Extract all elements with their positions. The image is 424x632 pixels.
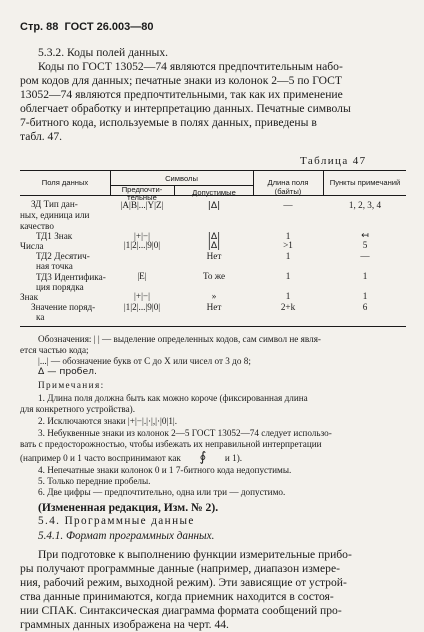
row-preferred: |1|2|...|9|0| <box>123 240 161 250</box>
slashed-zero-symbol: ∮ <box>199 450 207 465</box>
section-title: 5.3.2. Коды полей данных. <box>38 46 169 59</box>
section-line-6: табл. 47. <box>20 130 63 143</box>
legend-line-1: Обозначения: | | — выделение определенных кодов, сам символ не явля- <box>38 334 321 344</box>
row-preferred: |+|−| <box>134 231 150 241</box>
section-5-4-title: 5.4. Программные данные <box>38 515 195 527</box>
row-name: ных, единица или <box>20 210 90 220</box>
final-line-4: ства данные принимаются, когда приемник находится в состоя- <box>20 590 334 603</box>
row-name: ТД2 Десятич- <box>36 251 90 261</box>
final-line-6: граммных данных изображена на черт. 44. <box>20 618 229 631</box>
row-allowed: |Δ| <box>207 231 221 242</box>
col-header-symbols: Символы <box>165 174 198 183</box>
section-5-4-1-title: 5.4.1. Формат программных данных. <box>38 530 215 542</box>
row-name: ТД1 Знак <box>36 231 73 241</box>
legend-line-2: ется частью кода; <box>20 345 89 355</box>
legend-line-3: |...| — обозначение букв от С до Х или чисел от 3 до 8; <box>38 356 251 366</box>
note-1b: для конкретного устройства). <box>20 404 136 414</box>
amendment-note: (Измененная редакция, Изм. № 2). <box>38 501 219 514</box>
row-name: Знак <box>20 292 39 302</box>
section-line-1: Коды по ГОСТ 13052—74 являются предпочтительным набо- <box>38 60 343 73</box>
final-line-2: ры получают программные данные (например, диапазон измере- <box>20 562 340 575</box>
col-header-preferred: Предпочти-тельные <box>121 185 163 202</box>
notes-title: Примечания: <box>38 380 105 390</box>
row-notes: 5 <box>362 240 368 250</box>
row-preferred: |E| <box>137 271 147 281</box>
table-bottom-rule <box>20 326 406 327</box>
row-name: ка <box>36 312 45 322</box>
page-number: Стр. 88 <box>20 21 59 33</box>
row-name: ная точка <box>36 261 73 271</box>
row-name: ТД3 Идентифика- <box>36 272 106 282</box>
section-line-4: облегчает обработку и интерпретацию данных. Печатные символы <box>20 102 351 115</box>
row-notes: 1 <box>362 271 368 281</box>
col-header-notes: Пункты примечаний <box>329 178 401 187</box>
col-divider-2 <box>174 185 175 195</box>
note-3c-end: и 1). <box>224 453 243 463</box>
section-line-5: 7-битного кода, используемые в полях данных, приведены в <box>20 116 317 129</box>
row-name: ция порядка <box>36 282 84 292</box>
row-notes: ↤ <box>361 230 369 241</box>
note-2: 2. Исключаются знаки |+|−|.|·|,|·|0|1|. <box>38 416 178 426</box>
note-3c-text: (например 0 и 1 часто воспринимают как <box>20 453 181 463</box>
col-header-field: Поля данных <box>41 178 89 187</box>
standard-code: ГОСТ 26.003—80 <box>64 21 154 33</box>
row-length: — <box>283 200 293 210</box>
row-preferred: |+|−| <box>134 291 150 301</box>
page-header <box>20 21 154 33</box>
legend-line-4: Δ — пробел. <box>38 366 97 377</box>
table-caption: Таблица 47 <box>300 155 367 167</box>
note-4: 4. Непечатные знаки колонок 0 и 1 7-битного кода недопустимы. <box>38 465 292 475</box>
row-allowed: Нет <box>206 302 222 312</box>
row-allowed: То же <box>202 271 226 281</box>
row-allowed: » <box>211 291 217 301</box>
final-line-3: ния, рабочий режим, выходной режим). Эти зависящие от устрой- <box>20 576 347 589</box>
row-length: 2+k <box>280 302 296 312</box>
row-length: 1 <box>285 271 291 281</box>
row-allowed: Нет <box>206 251 222 261</box>
col-divider-4 <box>323 170 324 195</box>
section-line-2: ром кодов для данных; печатные знаки из колонок 2—5 по ГОСТ <box>20 74 342 87</box>
row-name: ЗД Тип дан- <box>31 199 78 209</box>
col-header-length: Длина поля (байты) <box>267 178 309 196</box>
note-5: 5. Только передние пробелы. <box>38 476 151 486</box>
row-allowed: |Δ| <box>207 240 221 251</box>
row-name: Числа <box>20 241 44 251</box>
row-preferred: |1|2|...|9|0| <box>123 302 161 312</box>
note-1a: 1. Длина поля должна быть как можно короче (фиксированная длина <box>38 393 308 403</box>
table-top-rule <box>20 170 406 171</box>
row-length: 1 <box>285 291 291 301</box>
note-6: 6. Две цифры — предпочтительно, одна или три — допустимо. <box>38 487 286 497</box>
row-length: 1 <box>285 231 291 241</box>
row-preferred: |A|B|...|Y|Z| <box>120 200 164 210</box>
note-3c <box>20 450 242 465</box>
row-name: качество <box>20 221 54 231</box>
final-line-1: При подготовке к выполнению функции измерительные прибо- <box>38 548 352 561</box>
row-notes: 1 <box>362 291 368 301</box>
row-name: Значение поряд- <box>31 302 96 312</box>
section-line-3: 13052—74 являются предпочтительными, так как их применение <box>20 88 343 101</box>
note-3a: 3. Небуквенные знаки из колонок 2—5 ГОСТ 13052—74 следует использо- <box>38 428 332 438</box>
col-header-allowed: Допустимые <box>192 188 236 197</box>
col-divider-3 <box>253 170 254 195</box>
row-length: 1 <box>285 251 291 261</box>
final-line-5: нии СПАК. Синтаксическая диаграмма формата сообщений про- <box>20 604 342 617</box>
row-notes: 1, 2, 3, 4 <box>348 200 382 210</box>
row-notes: — <box>360 251 370 261</box>
row-notes: 6 <box>362 302 368 312</box>
note-3b: вать с предосторожностью, чтобы избежать их неправильной интерпретации <box>20 439 322 449</box>
row-length: >1 <box>283 240 293 250</box>
row-allowed: |Δ| <box>207 200 221 211</box>
